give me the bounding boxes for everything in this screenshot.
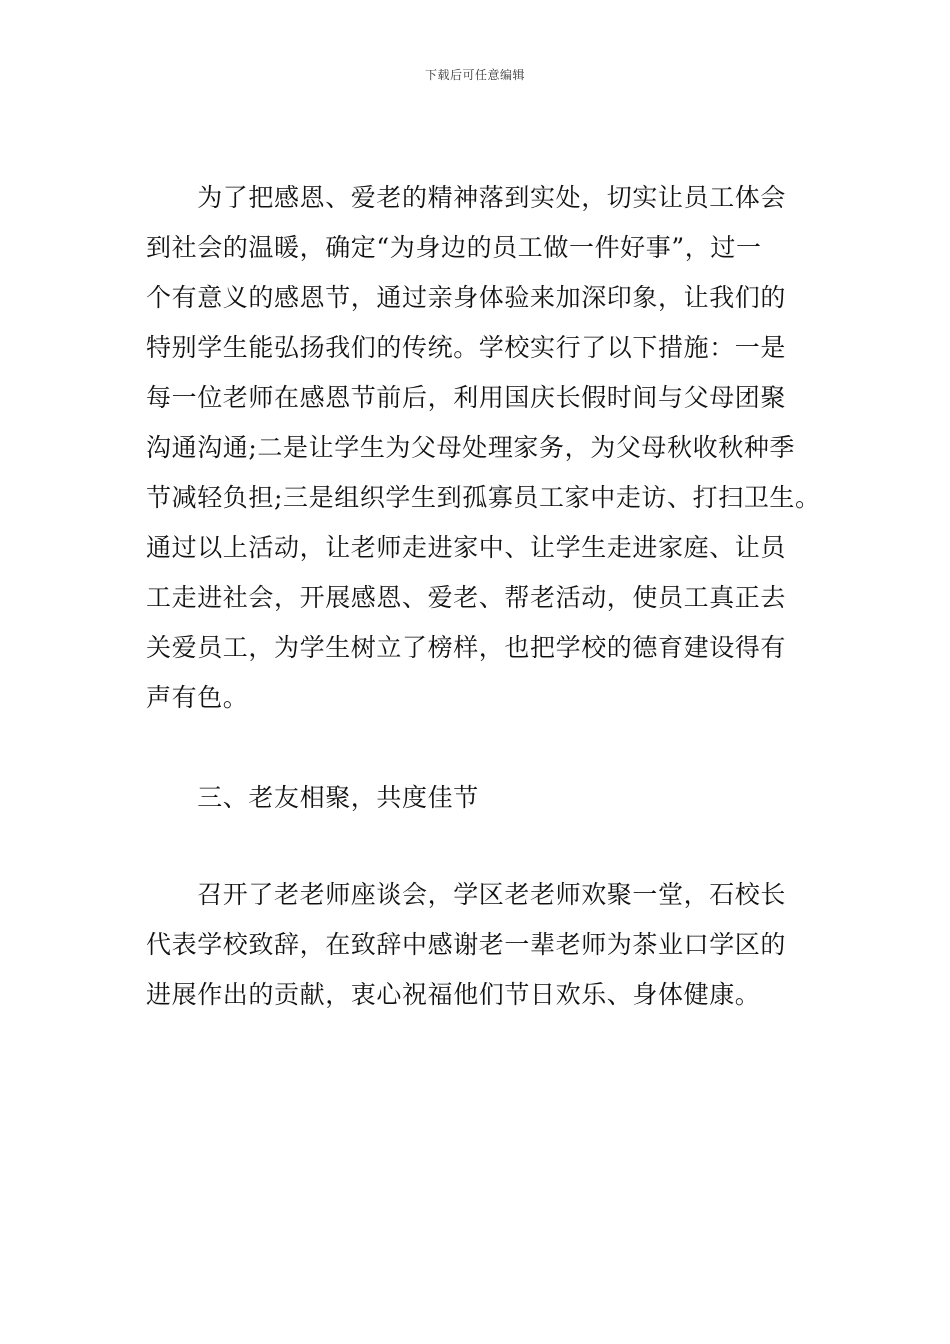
paragraph-line: 到社会的温暖，确定“为身边的员工做一件好事”，过一 xyxy=(146,233,762,262)
paragraph-line: 工走进社会，开展感恩、爱老、帮老活动，使员工真正去 xyxy=(146,583,787,612)
paragraph-line: 声有色。 xyxy=(146,683,249,712)
paragraph-line: 进展作出的贡献，衷心祝福他们节日欢乐、身体健康。 xyxy=(146,980,761,1009)
header-note: 下载后可任意编辑 xyxy=(424,68,525,82)
paragraph-line: 为了把感恩、爱老的精神落到实处，切实让员工体会 xyxy=(146,183,787,212)
section-heading: 三、老友相聚，共度佳节 xyxy=(146,783,479,812)
paragraph-line: 特别学生能弘扬我们的传统。学校实行了以下措施：一是 xyxy=(146,333,787,362)
paragraph-line: 召开了老老师座谈会，学区老老师欢聚一堂，石校长 xyxy=(146,880,787,909)
paragraph-line: 个有意义的感恩节，通过亲身体验来加深印象，让我们的 xyxy=(146,283,787,312)
paragraph-line: 关爱员工，为学生树立了榜样，也把学校的德育建设得有 xyxy=(146,633,787,662)
paragraph-line: 节减轻负担;三是组织学生到孤寡员工家中走访、打扫卫生。 xyxy=(146,483,821,512)
paragraph-line: 沟通沟通;二是让学生为父母处理家务，为父母秋收秋种季 xyxy=(146,433,796,462)
paragraph-line: 通过以上活动，让老师走进家中、让学生走进家庭、让员 xyxy=(146,533,787,562)
paragraph-line: 每一位老师在感恩节前后，利用国庆长假时间与父母团聚 xyxy=(146,383,787,412)
paragraph-line: 代表学校致辞，在致辞中感谢老一辈老师为茶业口学区的 xyxy=(146,930,787,959)
